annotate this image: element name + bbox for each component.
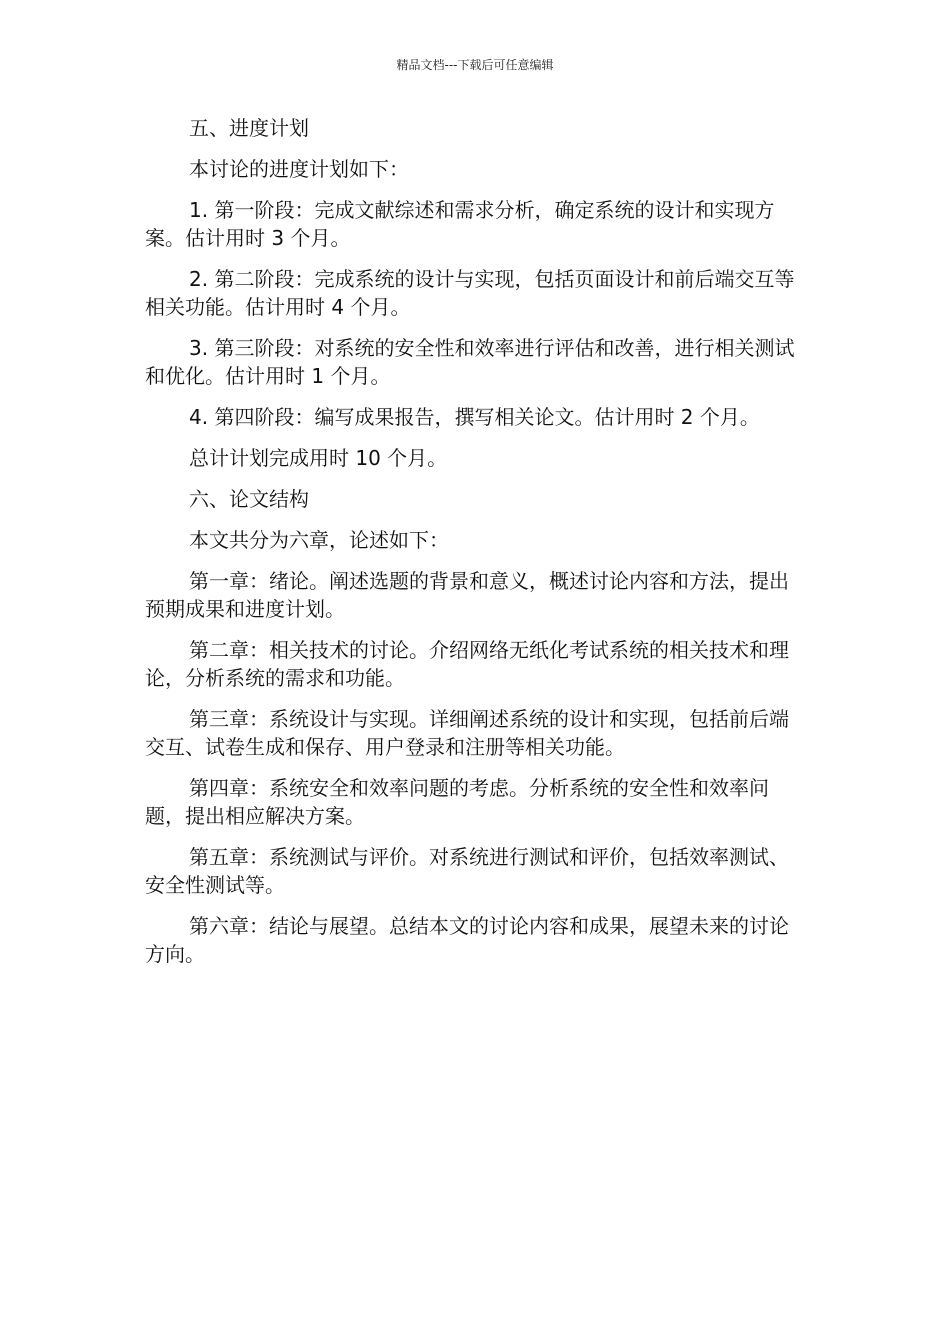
paragraph: 总计计划完成用时 10 个月。 [189,446,448,470]
chapter-item: 第二章：相关技术的讨论。介绍网络无纸化考试系统的相关技术和理论，分析系统的需求和功能。 [145,638,789,690]
chapter-item: 第四章：系统安全和效率问题的考虑。分析系统的安全性和效率问题，提出相应解决方案。 [145,776,769,828]
page-header: 精品文档---下载后可任意编辑 [396,58,554,72]
chapter-item: 第六章：结论与展望。总结本文的讨论内容和成果，展望未来的讨论方向。 [145,914,789,966]
section-heading-schedule: 五、进度计划 [189,116,309,140]
list-item: 3. 第三阶段：对系统的安全性和效率进行评估和改善，进行相关测试和优化。估计用时 1 个月。 [145,336,795,388]
document-body [145,114,801,981]
paragraph: 本文共分为六章，论述如下： [189,528,449,552]
chapter-item: 第三章：系统设计与实现。详细阐述系统的设计和实现，包括前后端交互、试卷生成和保存、用户登录和注册等相关功能。 [145,707,789,759]
chapter-item: 第五章：系统测试与评价。对系统进行测试和评价，包括效率测试、安全性测试等。 [145,845,789,897]
section-heading-structure: 六、论文结构 [189,487,309,511]
paragraph: 本讨论的进度计划如下： [189,157,409,181]
chapter-item: 第一章：绪论。阐述选题的背景和意义，概述讨论内容和方法，提出预期成果和进度计划。 [145,569,789,621]
list-item: 4. 第四阶段：编写成果报告，撰写相关论文。估计用时 2 个月。 [189,405,760,429]
list-item: 1. 第一阶段：完成文献综述和需求分析，确定系统的设计和实现方案。估计用时 3 个月。 [145,198,775,250]
list-item: 2. 第二阶段：完成系统的设计与实现，包括页面设计和前后端交互等相关功能。估计用时 4 个月。 [145,267,795,319]
